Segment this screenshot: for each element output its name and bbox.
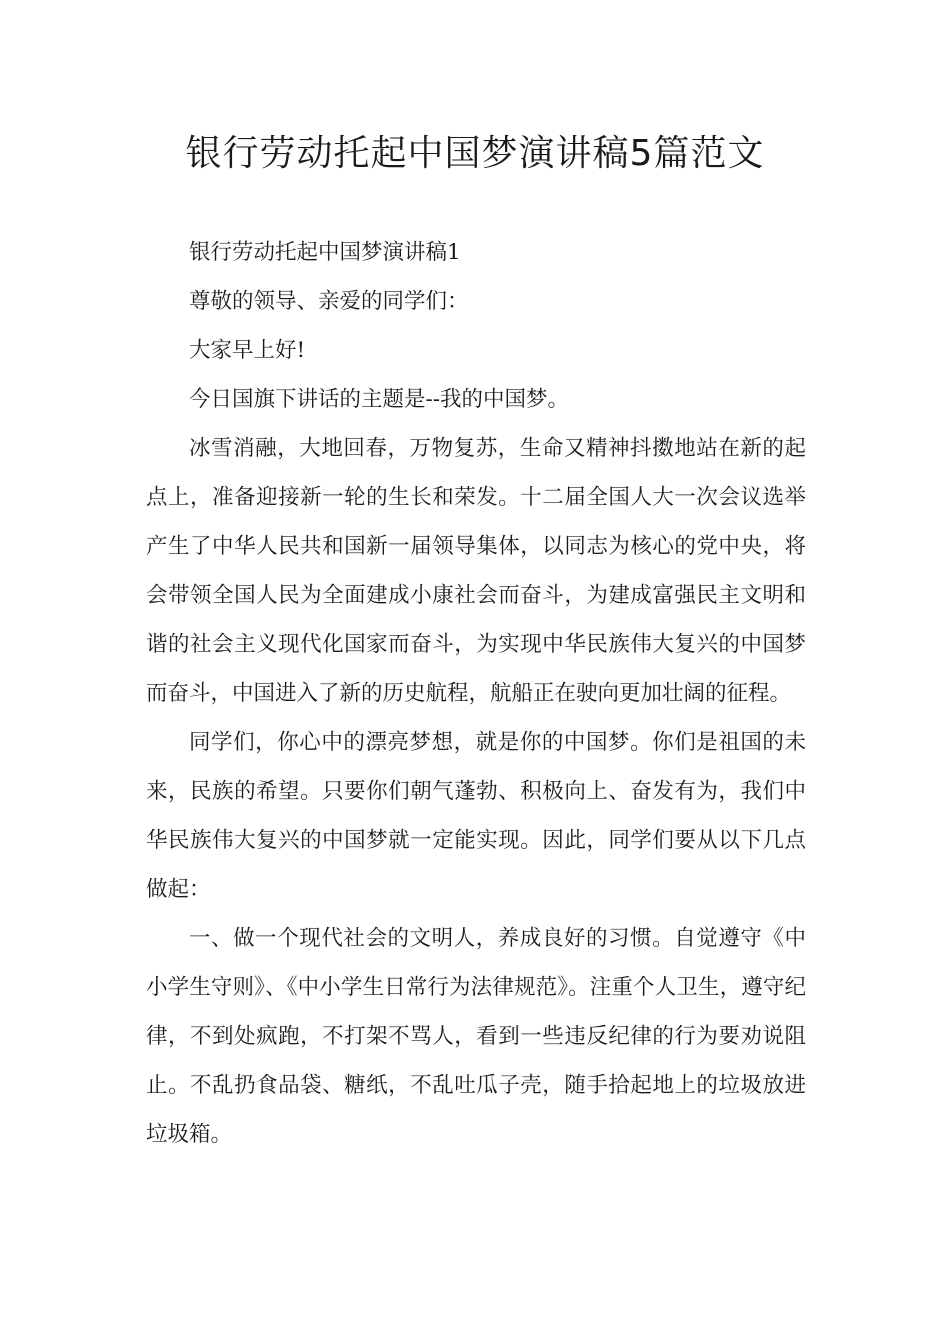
paragraph-greeting: 大家早上好! <box>189 338 306 363</box>
document-title: 银行劳动托起中国梦演讲稿5篇范文 <box>185 133 765 174</box>
document-body <box>146 228 806 1159</box>
paragraph-salutation: 尊敬的领导、亲爱的同学们： <box>189 289 469 314</box>
paragraph-speech-heading: 银行劳动托起中国梦演讲稿1 <box>189 240 461 265</box>
paragraph-body: 同学们，你心中的漂亮梦想，就是你的中国梦。你们是祖国的未来，民族的希望。只要你们朝气蓬勃、积极向上、奋发有为，我们中华民族伟大复兴的中国梦就一定能实现。因此，同学们要从以下几点做起： <box>146 730 806 902</box>
paragraph-body: 一、做一个现代社会的文明人，养成良好的习惯。自觉遵守《中小学生守则》、《中小学生日常行为法律规范》。注重个人卫生，遵守纪律，不到处疯跑，不打架不骂人，看到一些违反纪律的行为要劝说阻止。不乱扔食品袋、糖纸，不乱吐瓜子壳，随手拾起地上的垃圾放进垃圾箱。 <box>146 926 806 1147</box>
paragraph-body: 冰雪消融，大地回春，万物复苏，生命又精神抖擞地站在新的起点上，准备迎接新一轮的生长和荣发。十二届全国人大一次会议选举产生了中华人民共和国新一届领导集体，以同志为核心的党中央，将会带领全国人民为全面建成小康社会而奋斗，为建成富强民主文明和谐的社会主义现代化国家而奋斗，为实现中华民族伟大复兴的中国梦而奋斗，中国进入了新的历史航程，航船正在驶向更加壮阔的征程。 <box>146 436 806 706</box>
paragraph-topic: 今日国旗下讲话的主题是--我的中国梦。 <box>189 387 570 412</box>
